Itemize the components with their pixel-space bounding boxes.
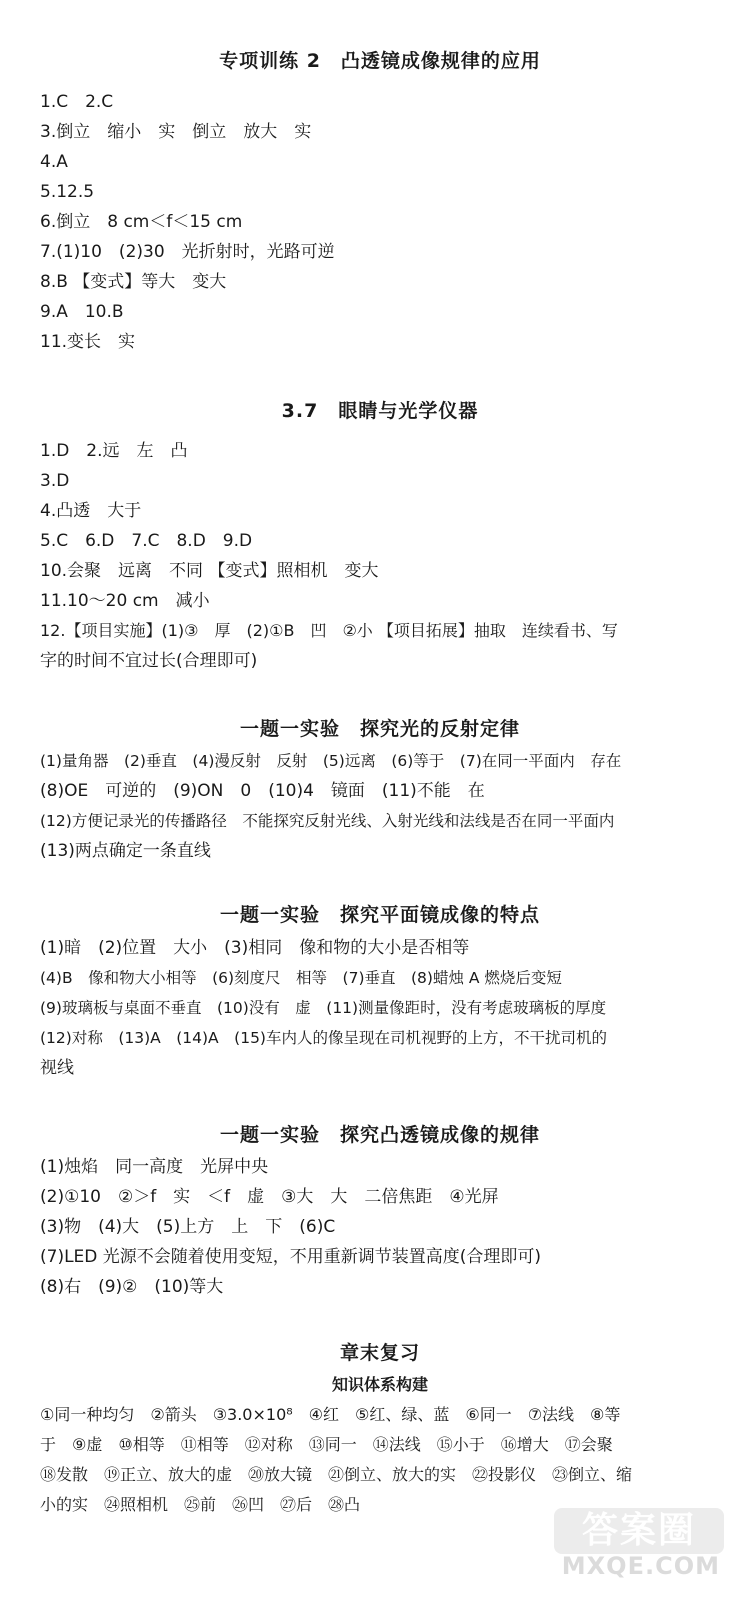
section-lens-application-body: [40, 87, 720, 357]
answer-line: (7)LED 光源不会随着使用变短，不用重新调节装置高度(合理即可): [40, 1247, 542, 1267]
section-eye-optics: [40, 396, 720, 423]
answer-line: (12)对称 (13)A (14)A (15)车内人的像呈现在司机视野的上方，不干扰司机的: [40, 1029, 607, 1047]
section-convex-lens-experiment-body: [40, 1152, 720, 1302]
answer-line: 12.【项目实施】(1)③ 厚 (2)①B 凹 ②小 【项目拓展】抽取 连续看书、写: [40, 621, 618, 640]
answer-line: ①同一种均匀 ②箭头 ③3.0×10⁸ ④红 ⑤红、绿、蓝 ⑥同一 ⑦法线 ⑧等: [40, 1405, 621, 1424]
answer-line: 6.倒立 8 cm＜f＜15 cm: [40, 212, 243, 232]
answer-line: (4)B 像和物大小相等 (6)刻度尺 相等 (7)垂直 (8)蜡烛 A 燃烧后变短: [40, 969, 562, 987]
section-title: 3.7 眼睛与光学仪器: [281, 400, 479, 422]
answer-line: (8)OE 可逆的 (9)ON 0 (10)4 镜面 (11)不能 在: [40, 781, 485, 801]
section-chapter-review: [40, 1338, 720, 1365]
answer-line: (1)量角器 (2)垂直 (4)漫反射 反射 (5)远离 (6)等于 (7)在同一平面内 存在: [40, 752, 622, 770]
answer-line: 视线: [40, 1058, 74, 1078]
section-title: 一题一实验 探究光的反射定律: [239, 718, 520, 740]
answer-line: 于 ⑨虚 ⑩相等 ⑪相等 ⑫对称 ⑬同一 ⑭法线 ⑮小于 ⑯增大 ⑰会聚: [40, 1435, 613, 1454]
answer-line: 字的时间不宜过长(合理即可): [40, 651, 258, 671]
answer-line: 7.(1)10 (2)30 光折射时，光路可逆: [40, 242, 335, 262]
answer-line: 4.凸透 大于: [40, 501, 142, 521]
section-chapter-review-subtitle: [40, 1372, 720, 1395]
watermark-logo-text: 答案圈: [554, 1508, 724, 1554]
section-title: 一题一实验 探究平面镜成像的特点: [219, 904, 540, 926]
answer-line: 9.A 10.B: [40, 302, 124, 322]
answer-line: (8)右 (9)② (10)等大: [40, 1277, 224, 1297]
answer-line: (2)①10 ②＞f 实 ＜f 虚 ③大 大 二倍焦距 ④光屏: [40, 1187, 499, 1207]
section-plane-mirror-experiment-body: [40, 933, 720, 1083]
answer-line: 11.变长 实: [40, 332, 136, 352]
answer-line: 5.C 6.D 7.C 8.D 9.D: [40, 531, 253, 551]
answer-line: 小的实 ㉔照相机 ㉕前 ㉖凹 ㉗后 ㉘凸: [40, 1495, 361, 1514]
section-subtitle: 知识体系构建: [331, 1375, 428, 1394]
answer-line: 1.D 2.远 左 凸: [40, 441, 188, 461]
section-title: 一题一实验 探究凸透镜成像的规律: [219, 1124, 540, 1146]
section-chapter-review-body: [40, 1400, 720, 1520]
answer-line: (3)物 (4)大 (5)上方 上 下 (6)C: [40, 1217, 336, 1237]
answer-line: (1)暗 (2)位置 大小 (3)相同 像和物的大小是否相等: [40, 938, 470, 958]
site-watermark: [554, 1508, 724, 1580]
section-title: 章末复习: [339, 1342, 420, 1364]
watermark-domain-text: MXQE.COM: [561, 1552, 720, 1580]
answer-line: 5.12.5: [40, 182, 95, 202]
section-reflection-experiment: [40, 714, 720, 741]
answer-line: 3.倒立 缩小 实 倒立 放大 实: [40, 122, 312, 142]
section-convex-lens-experiment: [40, 1120, 720, 1147]
answer-line: (1)烛焰 同一高度 光屏中央: [40, 1157, 269, 1177]
section-title: 专项训练 2 凸透镜成像规律的应用: [219, 50, 541, 72]
answer-line: 8.B 【变式】等大 变大: [40, 272, 227, 292]
answer-line: (12)方便记录光的传播路径 不能探究反射光线、入射光线和法线是否在同一平面内: [40, 812, 615, 830]
section-lens-application: [40, 46, 720, 73]
answer-line: 3.D: [40, 471, 70, 491]
section-eye-optics-body: [40, 436, 720, 676]
answer-line: ⑱发散 ⑲正立、放大的虚 ⑳放大镜 ㉑倒立、放大的实 ㉒投影仪 ㉓倒立、缩: [40, 1465, 633, 1484]
section-reflection-experiment-body: [40, 746, 720, 866]
answer-line: 11.10～20 cm 减小: [40, 591, 210, 611]
answer-line: (9)玻璃板与桌面不垂直 (10)没有 虚 (11)测量像距时，没有考虑玻璃板的厚度: [40, 999, 607, 1017]
answer-line: 10.会聚 远离 不同 【变式】照相机 变大: [40, 561, 379, 581]
section-plane-mirror-experiment: [40, 900, 720, 927]
answer-line: (13)两点确定一条直线: [40, 841, 211, 861]
answer-line: 1.C 2.C: [40, 92, 114, 112]
answer-line: 4.A: [40, 152, 68, 172]
